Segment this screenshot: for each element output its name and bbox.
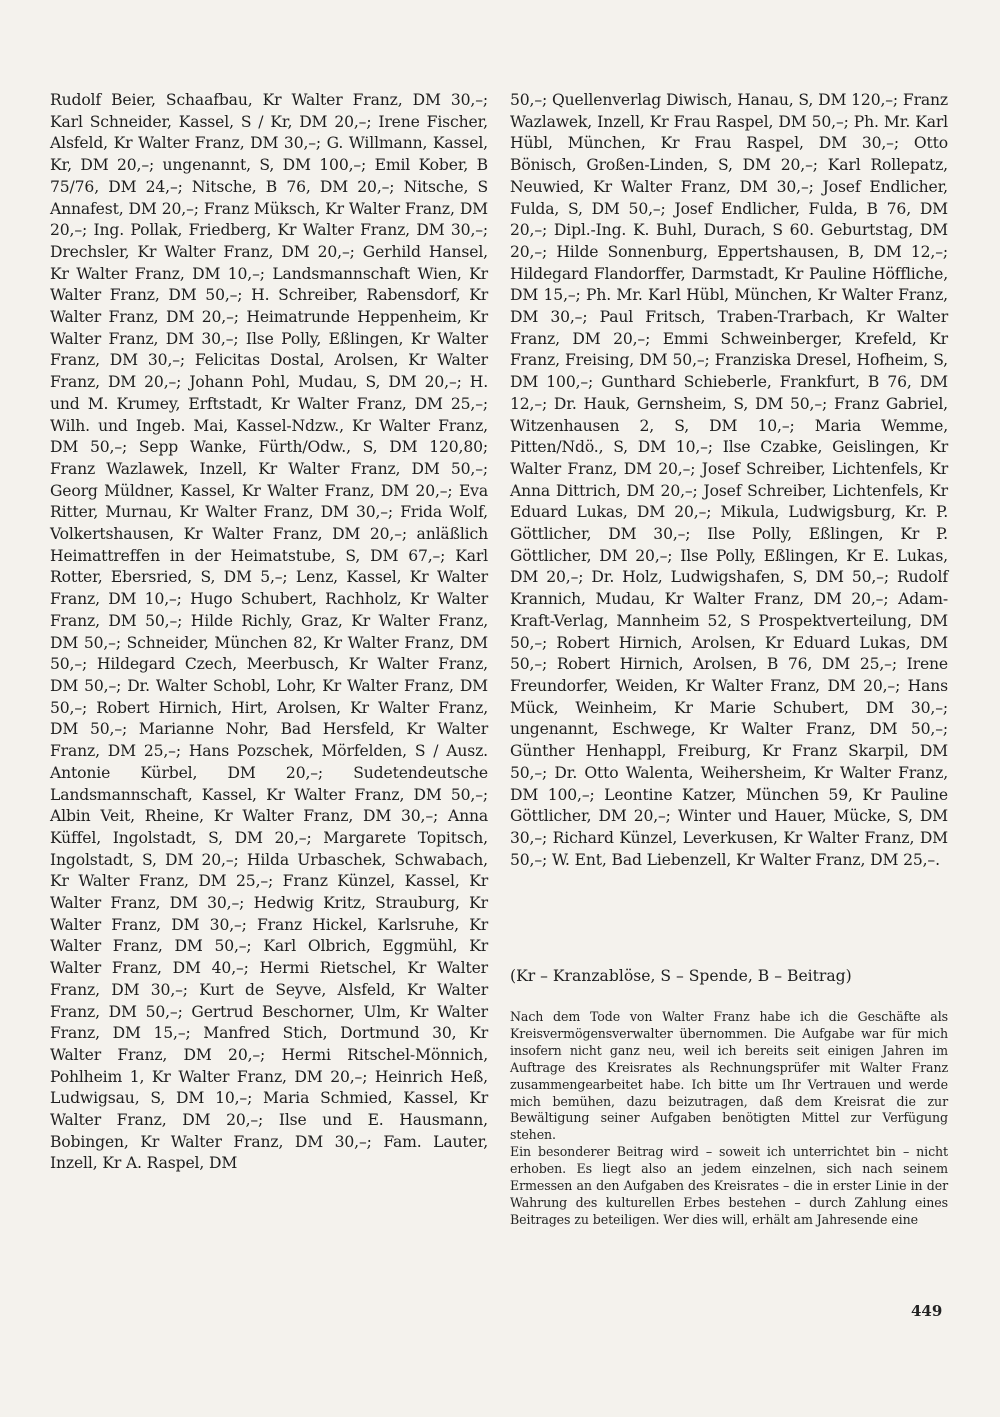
donation-list-right-column: 50,–; Quellenverlag Diwisch, Hanau, S, DM 120,–; Franz Wazlawek, Inzell, Kr Frau Raspel, DM 50,–; Ph. Mr. Karl Hübl, München, Kr Frau Raspel, DM 30,–; Otto Bönisch, Großen-Linden, S, DM 20,–; Karl Rollepatz, Neuwied, Kr Walter Franz, DM 30,–; Josef Endlicher, Fulda, S, DM 50,–; Josef Endlicher, Fulda, B 76, DM 20,–; Dipl.-Ing. K. Buhl, Durach, S 60. Geburtstag, DM 20,–; Hilde Sonnenburg, Eppertshausen, B, DM 12,–; Hildegard Flandorffer, Darmstadt, Kr Pauline Höffliche, DM 15,–; Ph. Mr. Karl Hübl, München, Kr Walter Franz, DM 30,–; Paul Fritsch, Traben-Trarbach, Kr Walter Franz, DM 20,–; Emmi Schweinberger, Krefeld, Kr Franz, Freising, DM 50,–; Franziska Dresel, Hofheim, S, DM 100,–; Gunthard Schieberle, Frankfurt, B 76, DM 12,–; Dr. Hauk, Gernsheim, S, DM 50,–; Franz Gabriel, Witzenhausen 2, S, DM 10,–; Maria Wemme, Pitten/Ndö., S, DM 10,–; Ilse Czabke, Geislingen, Kr Walter Franz, DM 20,–; Josef Schreiber, Lichtenfels, Kr Anna Dittrich, DM 20,–; Josef Schreiber, Lichtenfels, Kr Eduard Lukas, DM 20,–; Mikula, Ludwigsburg, Kr. P. Göttlicher, DM 30,–; Ilse Polly, Eßlingen, Kr P. Göttlicher, DM 20,–; Ilse Polly, Eßlingen, Kr E. Lukas, DM 20,–; Dr. Holz, Ludwigshafen, S, DM 50,–; Rudolf Krannich, Mudau, Kr Walter Franz, DM 20,–; Adam-Kraft-Verlag, Mannheim 52, S Prospektverteilung, DM 50,–; Robert Hirnich, Arolsen, Kr Eduard Lukas, DM 50,–; Robert Hirnich, Arolsen, B 76, DM 25,–; Irene Freundorfer, Weiden, Kr Walter Franz, DM 20,–; Hans Mück, Weinheim, Kr Marie Schubert, DM 30,–; ungenannt, Eschwege, Kr Walter Franz, DM 50,–; Günther Henhappl, Freiburg, Kr Franz Skarpil, DM 50,–; Dr. Otto Walenta, Weihersheim, Kr Walter Franz, DM 100,–; Leontine Katzer, München 59, Kr Pauline Göttlicher, DM 20,–; Winter und Hauer, Mücke, S, DM 30,–; Richard Künzel, Leverkusen, Kr Walter Franz, DM 50,–; W. Ent, Bad Liebenzell, Kr Walter Franz, DM 25,–. <box>510 91 948 869</box>
note-paragraph: Nach dem Tode von Walter Franz habe ich die Geschäfte als Kreisvermögensverwalter übernommen. Die Aufgabe war für mich insofern nicht ganz neu, weil ich bereits seit einigen Jahren im Auftrage des Kreisrates als Rechnungsprüfer mit Walter Franz zusammengearbeitet habe. Ich bitte um Ihr Vertrauen und werde mich bemühen, dazu beizutragen, daß dem Kreisrat die zur Bewältigung seiner Aufgaben benötigten Mittel zur Verfügung stehen. <box>510 1009 948 1143</box>
treasurer-note <box>510 1009 948 1229</box>
donation-list-left-column: Rudolf Beier, Schaafbau, Kr Walter Franz, DM 30,–; Karl Schneider, Kassel, S / Kr, DM 20,–; Irene Fischer, Alsfeld, Kr Walter Franz, DM 30,–; G. Willmann, Kassel, Kr, DM 20,–; ungenannt, S, DM 100,–; Emil Kober, B 75/76, DM 24,–; Nitsche, B 76, DM 20,–; Nitsche, S Annafest, DM 20,–; Franz Müksch, Kr Walter Franz, DM 20,–; Ing. Pollak, Friedberg, Kr Walter Franz, DM 30,–; Drechsler, Kr Walter Franz, DM 20,–; Gerhild Hansel, Kr Walter Franz, DM 10,–; Landsmannschaft Wien, Kr Walter Franz, DM 50,–; H. Schreiber, Rabensdorf, Kr Walter Franz, DM 20,–; Heimatrunde Heppenheim, Kr Walter Franz, DM 30,–; Ilse Polly, Eßlingen, Kr Walter Franz, DM 30,–; Felicitas Dostal, Arolsen, Kr Walter Franz, DM 20,–; Johann Pohl, Mudau, S, DM 20,–; H. und M. Krumey, Erftstadt, Kr Walter Franz, DM 25,–; Wilh. und Ingeb. Mai, Kassel-Ndzw., Kr Walter Franz, DM 50,–; Sepp Wanke, Fürth/Odw., S, DM 120,80; Franz Wazlawek, Inzell, Kr Walter Franz, DM 50,–; Georg Müldner, Kassel, Kr Walter Franz, DM 20,–; Eva Ritter, Murnau, Kr Walter Franz, DM 30,–; Frida Wolf, Volkertshausen, Kr Walter Franz, DM 20,–; anläßlich Heimattreffen in der Heimatstube, S, DM 67,–; Karl Rotter, Ebersried, S, DM 5,–; Lenz, Kassel, Kr Walter Franz, DM 10,–; Hugo Schubert, Rachholz, Kr Walter Franz, DM 50,–; Hilde Richly, Graz, Kr Walter Franz, DM 50,–; Schneider, München 82, Kr Walter Franz, DM 50,–; Hildegard Czech, Meerbusch, Kr Walter Franz, DM 50,–; Dr. Walter Schobl, Lohr, Kr Walter Franz, DM 50,–; Robert Hirnich, Hirt, Arolsen, Kr Walter Franz, DM 50,–; Marianne Nohr, Bad Hersfeld, Kr Walter Franz, DM 25,–; Hans Pozschek, Mörfelden, S / Ausz. Antonie Kürbel, DM 20,–; Sudetendeutsche Landsmannschaft, Kassel, Kr Walter Franz, DM 50,–; Albin Veit, Rheine, Kr Walter Franz, DM 30,–; Anna Küffel, Ingolstadt, S, DM 20,–; Margarete Topitsch, Ingolstadt, S, DM 20,–; Hilda Urbaschek, Schwabach, Kr Walter Franz, DM 25,–; Franz Künzel, Kassel, Kr Walter Franz, DM 30,–; Hedwig Kritz, Strauburg, Kr Walter Franz, DM 30,–; Franz Hickel, Karlsruhe, Kr Walter Franz, DM 50,–; Karl Olbrich, Eggmühl, Kr Walter Franz, DM 40,–; Hermi Rietschel, Kr Walter Franz, DM 30,–; Kurt de Seyve, Alsfeld, Kr Walter Franz, DM 50,–; Gertrud Beschorner, Ulm, Kr Walter Franz, DM 15,–; Manfred Stich, Dortmund 30, Kr Walter Franz, DM 20,–; Hermi Ritschel-Mönnich, Pohlheim 1, Kr Walter Franz, DM 20,–; Heinrich Heß, Ludwigsau, S, DM 10,–; Maria Schmied, Kassel, Kr Walter Franz, DM 20,–; Ilse und E. Hausmann, Bobingen, Kr Walter Franz, DM 30,–; Fam. Lauter, Inzell, Kr A. Raspel, DM <box>50 91 488 1173</box>
abbreviation-legend: (Kr – Kranzablöse, S – Spende, B – Beitrag) <box>510 967 852 985</box>
note-paragraph: Ein besonderer Beitrag wird – soweit ich unterrichtet bin – nicht erhoben. Es liegt also an jedem einzelnen, sich nach seinem Ermessen an den Aufgaben des Kreisrates – die in erster Linie in der Wahrung des kulturellen Erbes bestehen – durch Zahlung eines Beitrages zu beteiligen. Wer dies will, erhält am Jahresende eine <box>510 1144 948 1227</box>
page-number: 449 <box>911 1302 943 1320</box>
